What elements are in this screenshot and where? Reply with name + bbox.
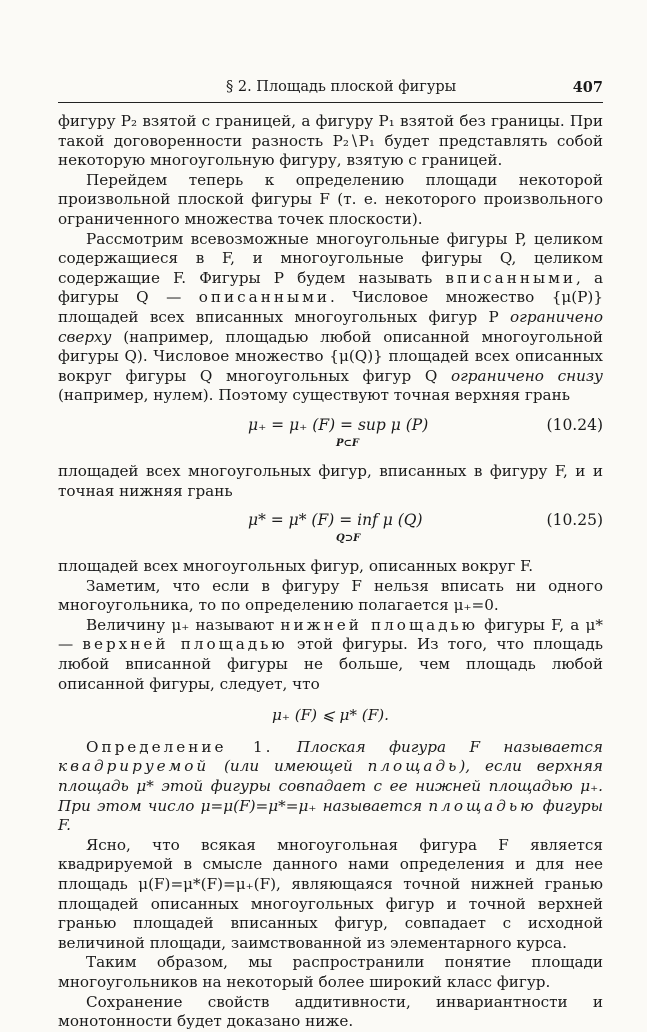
paragraph-9: Таким образом, мы распространили понятие площади многоугольников на некоторый более широкий класс фигур. (58, 953, 603, 991)
definition-label: Определение 1. (86, 737, 274, 756)
term-circumscribed: описанными (198, 288, 330, 307)
paragraph-1: фигуру P₂ взятой с границей, а фигуру P₁ взятой без границы. При такой договоренности разность P₂∖P₁ будет представлять собой некоторую многоугольную фигуру, взятую с границей. (58, 112, 603, 170)
equation-10-25 (58, 507, 603, 553)
paragraph-7 (58, 616, 603, 694)
text-run: фигуры F, а μ* — (58, 615, 603, 654)
equation-subscript: Q⊃F (336, 532, 361, 544)
running-header (58, 76, 603, 100)
page-number: 407 (572, 79, 603, 96)
term-bounded-above: ограничено сверху (58, 307, 603, 346)
equation-10-24 (58, 412, 603, 458)
text-run: (например, нулем). Поэтому существуют точная верхняя грань (58, 386, 570, 405)
equation-formula (248, 511, 423, 548)
text-run: (или имеющей (209, 757, 368, 776)
text-run: Плоская фигура F называется (273, 737, 603, 756)
equation-number: (10.25) (546, 511, 603, 530)
paragraph-6: Заметим, что если в фигуру F нельзя вписать ни одного многоугольника, то по определению полагается μ₊=0. (58, 576, 603, 615)
term-area: площадь (367, 757, 460, 776)
text-run: Рассмотрим всевозможные многоугольные фигуры P, целиком содержащиеся в F, и многоугольные фигуры Q, целиком содержащие F. Фигуры P будем называть (58, 229, 603, 287)
term-area: площадью (428, 796, 537, 815)
section-title: § 2. Площадь плоской фигуры (226, 79, 457, 95)
text-run: этой фигуры. Из того, что площадь любой вписанной фигуры не больше, чем площадь любой описанной фигуры, следует, что (58, 635, 603, 693)
inequality: μ₊ (F) ⩽ μ* (F). (272, 706, 389, 725)
term-inscribed: вписанными (445, 268, 576, 287)
text-run: Величину μ₊ называют (86, 615, 281, 634)
equation-number: (10.24) (546, 415, 603, 434)
equation-subscript: P⊂F (336, 437, 359, 449)
header-rule (58, 102, 603, 103)
term-bounded-below: ограничено снизу (450, 366, 603, 385)
page-body (58, 112, 603, 1032)
paragraph-3 (58, 230, 603, 406)
paragraph-4: площадей всех многоугольных фигур, вписанных в фигуру F, и и точная нижняя грань (58, 461, 603, 500)
term-upper-area: верхней площадью (82, 635, 288, 654)
term-quadrable: квадрируемой (58, 757, 210, 776)
text-run: , а фигуры Q — (58, 268, 603, 307)
paragraph-2: Перейдем теперь к определению площади некоторой произвольной плоской фигуры F (т. е. некоторого произвольного ограниченного множества точек плоскости). (58, 170, 603, 228)
text-run: (например, площадью любой описанной многоугольной фигуры Q). Числовое множество {μ(Q)} площадей всех описанных вокруг фигуры Q многоугольных фигур Q (58, 327, 603, 385)
equation-main: μ* = μ* (F) = inf μ (Q) (248, 511, 423, 530)
text-run: . Числовое множество {μ(P)} площадей всех вписанных многоугольных фигур P (58, 288, 603, 326)
definition-1 (58, 738, 603, 836)
paragraph-5: площадей всех многоугольных фигур, описанных вокруг F. (58, 557, 534, 576)
text-run: ), если верхняя площадь μ* этой фигуры совпадает с ее нижней площадью μ₊. При этом число μ=μ(F)=μ*=μ₊ называется (58, 757, 603, 815)
equation-main: μ₊ = μ₊ (F) = sup μ (P) (248, 415, 429, 434)
paragraph-10: Сохранение свойств аддитивности, инвариантности и монотонности будет доказано ниже. (58, 992, 603, 1031)
text-run: фигуры F. (58, 796, 603, 835)
paragraph-8: Ясно, что всякая многоугольная фигура F является квадрируемой в смысле данного нами определения и для нее площадь μ(F)=μ*(F)=μ₊(F), являющаяся точной нижней гранью площадей описанных многоугольных фигур и точной верхней гранью площадей вписанных фигур, совпадает с исходной величиной площади, заимствованной из элементарного курса. (58, 835, 603, 952)
term-lower-area: нижней площадью (280, 615, 478, 634)
equation-formula (248, 416, 428, 453)
